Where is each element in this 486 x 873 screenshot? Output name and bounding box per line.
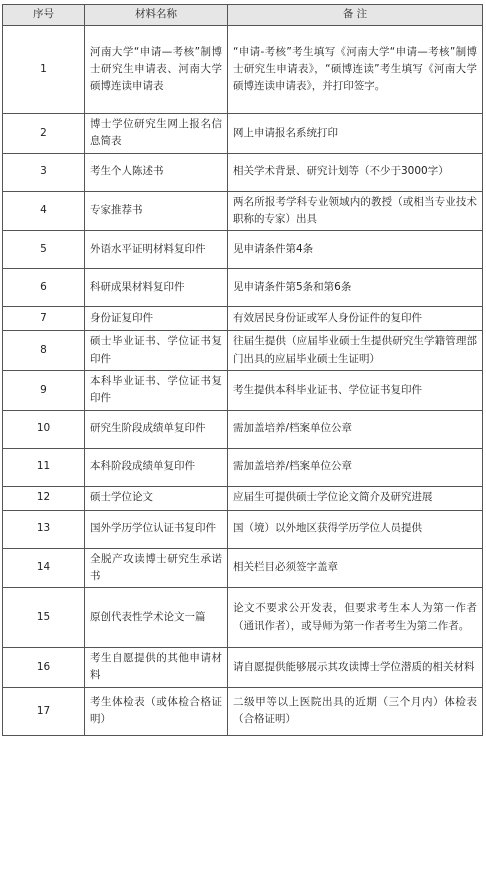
row-number: 9 [3, 370, 85, 410]
table-row [3, 510, 483, 548]
row-number: 10 [3, 410, 85, 448]
table-row [3, 231, 483, 269]
remark: 请自愿提供能够展示其攻读博士学位潜质的相关材料 [228, 648, 483, 688]
table-row [3, 269, 483, 307]
remark: 国（境）以外地区获得学历学位人员提供 [228, 510, 483, 548]
row-number: 3 [3, 153, 85, 191]
remark: 两名所报考学科专业领域内的教授（或相当专业技术职称的专家）出具 [228, 191, 483, 231]
remark: 应届生可提供硕士学位论文简介及研究进展 [228, 486, 483, 510]
table-row [3, 307, 483, 331]
table-row [3, 548, 483, 588]
table-header-row [3, 5, 483, 26]
remark: 见申请条件第4条 [228, 231, 483, 269]
row-number: 15 [3, 588, 85, 648]
table-row [3, 114, 483, 154]
material-name: 博士学位研究生网上报名信息简表 [85, 114, 228, 154]
remark: 需加盖培养/档案单位公章 [228, 410, 483, 448]
row-number: 11 [3, 448, 85, 486]
row-number: 2 [3, 114, 85, 154]
remark: 考生提供本科毕业证书、学位证书复印件 [228, 370, 483, 410]
table-row [3, 448, 483, 486]
table-row [3, 26, 483, 114]
header-name: 材料名称 [85, 5, 228, 26]
header-no: 序号 [3, 5, 85, 26]
table-row [3, 588, 483, 648]
material-name: 本科毕业证书、学位证书复印件 [85, 370, 228, 410]
row-number: 1 [3, 26, 85, 114]
remark: 网上申请报名系统打印 [228, 114, 483, 154]
table-row [3, 648, 483, 688]
material-name: 原创代表性学术论文一篇 [85, 588, 228, 648]
remark: 有效居民身份证或军人身份证件的复印件 [228, 307, 483, 331]
material-name: 考生自愿提供的其他申请材料 [85, 648, 228, 688]
row-number: 8 [3, 331, 85, 371]
material-name: 专家推荐书 [85, 191, 228, 231]
material-name: 全脱产攻读博士研究生承诺书 [85, 548, 228, 588]
material-name: 身份证复印件 [85, 307, 228, 331]
row-number: 13 [3, 510, 85, 548]
remark: 相关学术背景、研究计划等（不少于3000字） [228, 153, 483, 191]
material-name: 硕士学位论文 [85, 486, 228, 510]
table-row [3, 687, 483, 735]
remark: 相关栏目必须签字盖章 [228, 548, 483, 588]
table-row [3, 191, 483, 231]
table-body [3, 26, 483, 736]
row-number: 14 [3, 548, 85, 588]
header-note: 备 注 [228, 5, 483, 26]
material-name: 本科阶段成绩单复印件 [85, 448, 228, 486]
material-name: 科研成果材料复印件 [85, 269, 228, 307]
remark: 二级甲等以上医院出具的近期（三个月内）体检表（合格证明） [228, 687, 483, 735]
row-number: 5 [3, 231, 85, 269]
remark: 需加盖培养/档案单位公章 [228, 448, 483, 486]
material-name: 外语水平证明材料复印件 [85, 231, 228, 269]
remark: 见申请条件第5条和第6条 [228, 269, 483, 307]
material-name: 国外学历学位认证书复印件 [85, 510, 228, 548]
remark: 论文不要求公开发表，但要求考生本人为第一作者（通讯作者），或导师为第一作者考生为第二作者。 [228, 588, 483, 648]
remark: 往届生提供（应届毕业硕士生提供研究生学籍管理部门出具的应届毕业硕士生证明） [228, 331, 483, 371]
table-row [3, 370, 483, 410]
material-name: 硕士毕业证书、学位证书复印件 [85, 331, 228, 371]
table-row [3, 153, 483, 191]
material-name: 考生个人陈述书 [85, 153, 228, 191]
material-name: 研究生阶段成绩单复印件 [85, 410, 228, 448]
remark: “申请-考核”考生填写《河南大学“申请—考核”制博士研究生申请表》，“硕博连读”考生填写《河南大学硕博连读申请表》，并打印签字。 [228, 26, 483, 114]
table-row [3, 486, 483, 510]
row-number: 7 [3, 307, 85, 331]
materials-table [2, 4, 483, 736]
row-number: 6 [3, 269, 85, 307]
row-number: 12 [3, 486, 85, 510]
material-name: 河南大学“申请—考核”制博士研究生申请表、河南大学硕博连读申请表 [85, 26, 228, 114]
row-number: 4 [3, 191, 85, 231]
table-row [3, 410, 483, 448]
material-name: 考生体检表（或体检合格证明） [85, 687, 228, 735]
table-row [3, 331, 483, 371]
row-number: 17 [3, 687, 85, 735]
row-number: 16 [3, 648, 85, 688]
